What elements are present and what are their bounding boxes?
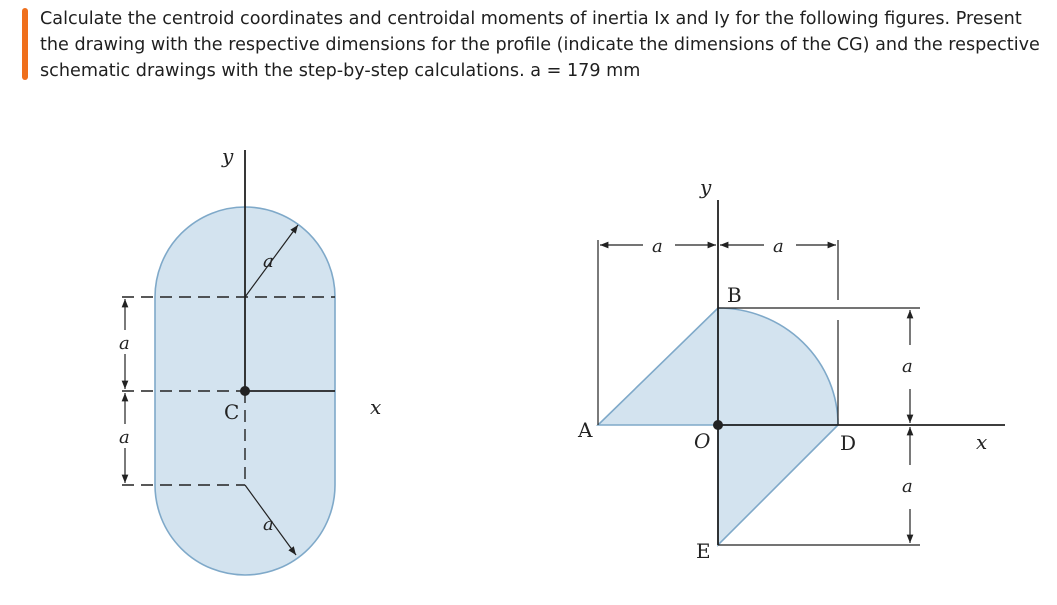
right-point-B-label: B bbox=[727, 283, 742, 307]
right-dim-top-right-label: a bbox=[773, 236, 784, 257]
right-dim-right-lower-label: a bbox=[902, 476, 913, 497]
right-point-D-label: D bbox=[840, 431, 857, 455]
left-radius-bottom-label: a bbox=[263, 514, 274, 535]
right-triangle-ODE bbox=[718, 425, 838, 545]
right-dim-right-upper-label: a bbox=[902, 356, 913, 377]
right-x-label: x bbox=[976, 430, 988, 454]
left-x-label: x bbox=[370, 395, 382, 419]
right-quarter-circle bbox=[718, 308, 838, 425]
left-centroid-dot bbox=[240, 386, 250, 396]
left-centroid-label: C bbox=[224, 400, 240, 424]
right-dim-top-left-label: a bbox=[652, 236, 663, 257]
right-point-A-label: A bbox=[578, 418, 593, 442]
left-y-label: y bbox=[222, 144, 234, 168]
right-y-label: y bbox=[700, 175, 712, 199]
left-dim-lower-label: a bbox=[119, 427, 130, 448]
right-point-E-label: E bbox=[696, 539, 711, 563]
left-radius-top-label: a bbox=[263, 251, 274, 272]
right-triangle-ABO bbox=[598, 308, 718, 425]
left-figure bbox=[117, 144, 381, 575]
right-origin-dot bbox=[713, 420, 723, 430]
question-text: Calculate the centroid coordinates and centroidal moments of inertia Ix and Iy for the following figures. Present the drawing with the respective dimensions for the profile (indicate the dimensions of the CG) and the respective schematic drawings with the step-by-step calculations. a = 179 mm bbox=[40, 9, 1040, 81]
right-point-O-label: O bbox=[694, 429, 711, 453]
left-dim-upper-label: a bbox=[119, 333, 130, 354]
right-figure bbox=[577, 175, 1005, 563]
